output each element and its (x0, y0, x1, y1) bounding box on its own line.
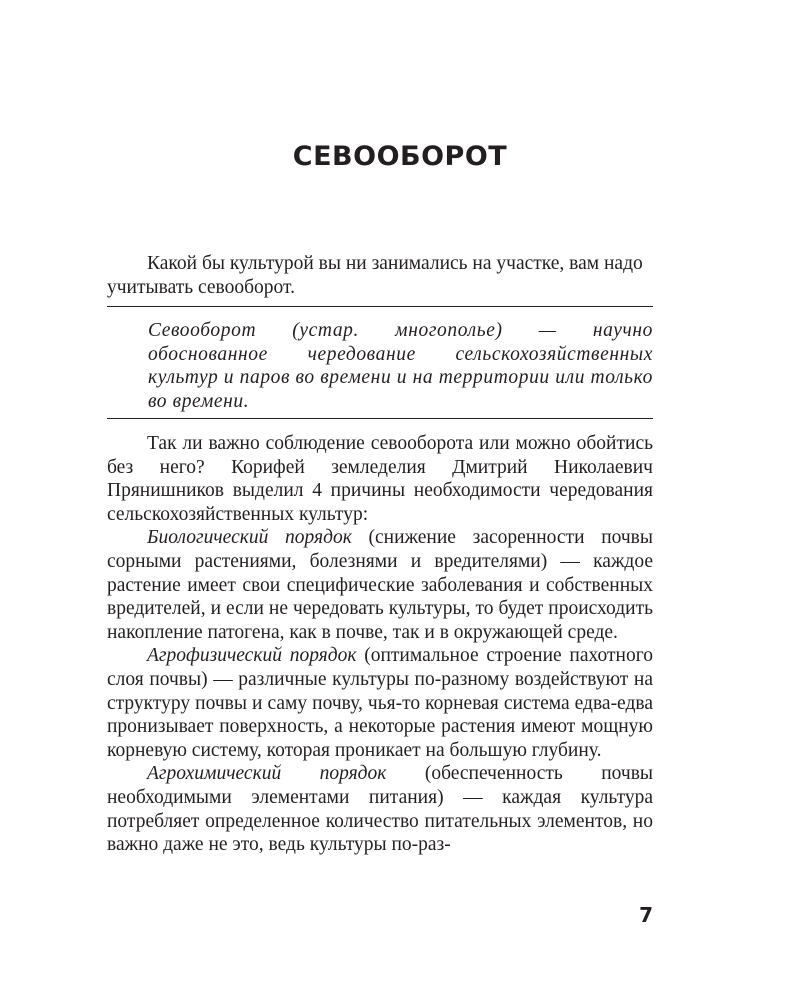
biological-order-paragraph (107, 526, 653, 644)
body-text (107, 432, 653, 857)
definition-top-rule (107, 306, 653, 307)
biological-order-text: (снижение засоренности почвы сорными растениями, болезнями и вредителями) — каждое растение имеет свои специфические заболевания и собственных вредителей, и если не чередовать культуры, то будет происходить накопление патогена, как в почве, так и в окружающей среде. (107, 527, 653, 643)
agrochemical-order-text: (обеспеченность почвы необходимыми элементами питания) — каждая культура потребляет определенное количество питательных элементов, но важно даже не это, ведь культуры по-раз- (107, 763, 653, 856)
definition-bottom-rule (107, 418, 653, 419)
page-number: 7 (639, 903, 653, 927)
chapter-title: СЕВООБОРОТ (292, 141, 508, 172)
biological-order-term: Биологический порядок (147, 527, 352, 549)
intro-paragraph: Какой бы культурой вы ни занимались на участке, вам надо учитывать севооборот. (107, 253, 643, 298)
definition-paragraph: Севооборот (устар. многополье) — научно обоснованное чередование сельскохозяйственных культур и паров во времени и на территории или только во времени. (148, 320, 653, 412)
intro-block (107, 252, 653, 299)
agrophysical-order-paragraph (107, 644, 653, 762)
agrophysical-order-term: Агрофизический порядок (147, 645, 357, 667)
agrochemical-order-paragraph (107, 762, 653, 856)
question-paragraph: Так ли важно соблюдение севооборота или можно обойтись без него? Корифей земледелия Дмитрий Николаевич Прянишников выделил 4 причины необходимости чередования сельскохозяйственных культур: (107, 433, 653, 525)
agrophysical-order-text: (оптимальное строение пахотного слоя почвы) — различные культуры по-разному воздействуют на структуру почвы и саму почву, чья-то корневая система едва-едва пронизывает поверхность, а некоторые растения имеют мощную корневую систему, которая проникает на большую глубину. (107, 645, 653, 761)
agrochemical-order-term: Агрохимический порядок (147, 763, 387, 785)
